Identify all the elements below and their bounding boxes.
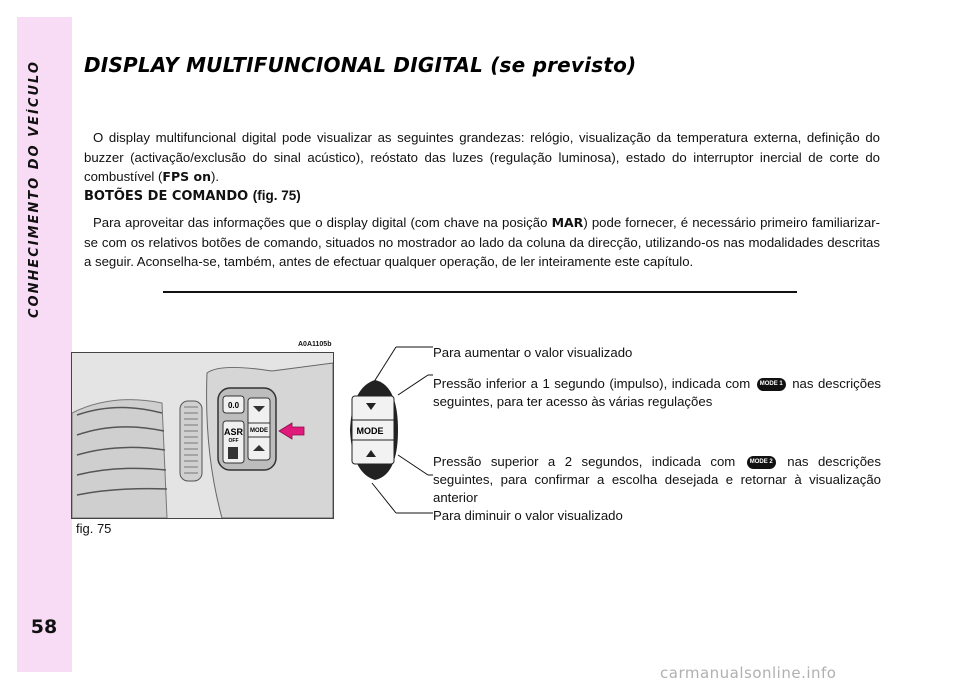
buttons-heading (84, 188, 301, 204)
intro-paragraph (84, 128, 880, 187)
short-press-text-a: Pressão inferior a 1 segundo (impulso), indicada com (433, 376, 751, 391)
label-long-press (433, 453, 881, 507)
watermark: carmanualsonline.info (660, 664, 837, 682)
label-increase: Para aumentar o valor visualizado (433, 345, 633, 360)
label-decrease: Para diminuir o valor visualizado (433, 508, 623, 523)
fps-on-term: FPS on (162, 169, 211, 184)
chapter-title: CONHECIMENTO DO VEÍCULO (27, 60, 42, 318)
trip-button-label: 0.0 (227, 401, 240, 410)
long-press-text-a: Pressão superior a 2 segundos, indicada com (433, 454, 736, 469)
label-short-press (433, 375, 881, 411)
buttons-heading-text: BOTÕES DE COMANDO (84, 189, 249, 204)
buttons-text-after: ) pode fornecer, é necessário primeiro familiarizar-se com os relativos botões de comando, situados no mostrador ao lado da coluna da direcção, utilizando-os nas modalidades descritas a seguir. Aconselha-se, também, antes de efectuar qualquer operação, de ler inteiramente este capítulo. (84, 215, 880, 269)
divider-rule (163, 291, 797, 293)
dashboard-photo (71, 352, 334, 519)
long-press-text-b: nas descrições seguintes, para confirmar a escolha desejada e retornar à visualização anterior (433, 454, 881, 505)
asr-button-label: ASR (223, 427, 244, 437)
figure-code: A0A1105b (298, 341, 332, 348)
diagram-mode-label: MODE (356, 426, 384, 436)
mode-button-label: MODE (250, 428, 268, 434)
mode2-badge-icon: MODE 2 (747, 456, 776, 469)
buttons-paragraph (84, 213, 880, 272)
short-press-text-b: nas descrições seguintes, para ter acesso às várias regulações (433, 376, 881, 409)
mar-term: MAR (551, 215, 584, 230)
dashboard-illustration (72, 353, 333, 518)
intro-end: ). (210, 169, 220, 184)
buttons-text-before: Para aproveitar das informações que o display digital (com chave na posição (93, 215, 552, 230)
page-title: DISPLAY MULTIFUNCIONAL DIGITAL (se previsto) (84, 53, 637, 77)
figure-caption: fig. 75 (76, 521, 112, 536)
intro-text: O display multifuncional digital pode visualizar as seguintes grandezas: relógio, visualização da temperatura externa, definição do buzzer (activação/exclusão do sinal acústico), reóstato das luzes (regulação luminosa), estado do interruptor inercial de corte do combustível ( (84, 130, 880, 184)
off-label: OFF (228, 438, 239, 444)
mode1-badge-icon: MODE 1 (757, 378, 786, 391)
page-number: 58 (30, 616, 58, 638)
fig-reference: (fig. 75) (252, 188, 301, 203)
mode-button-diagram (340, 335, 440, 525)
